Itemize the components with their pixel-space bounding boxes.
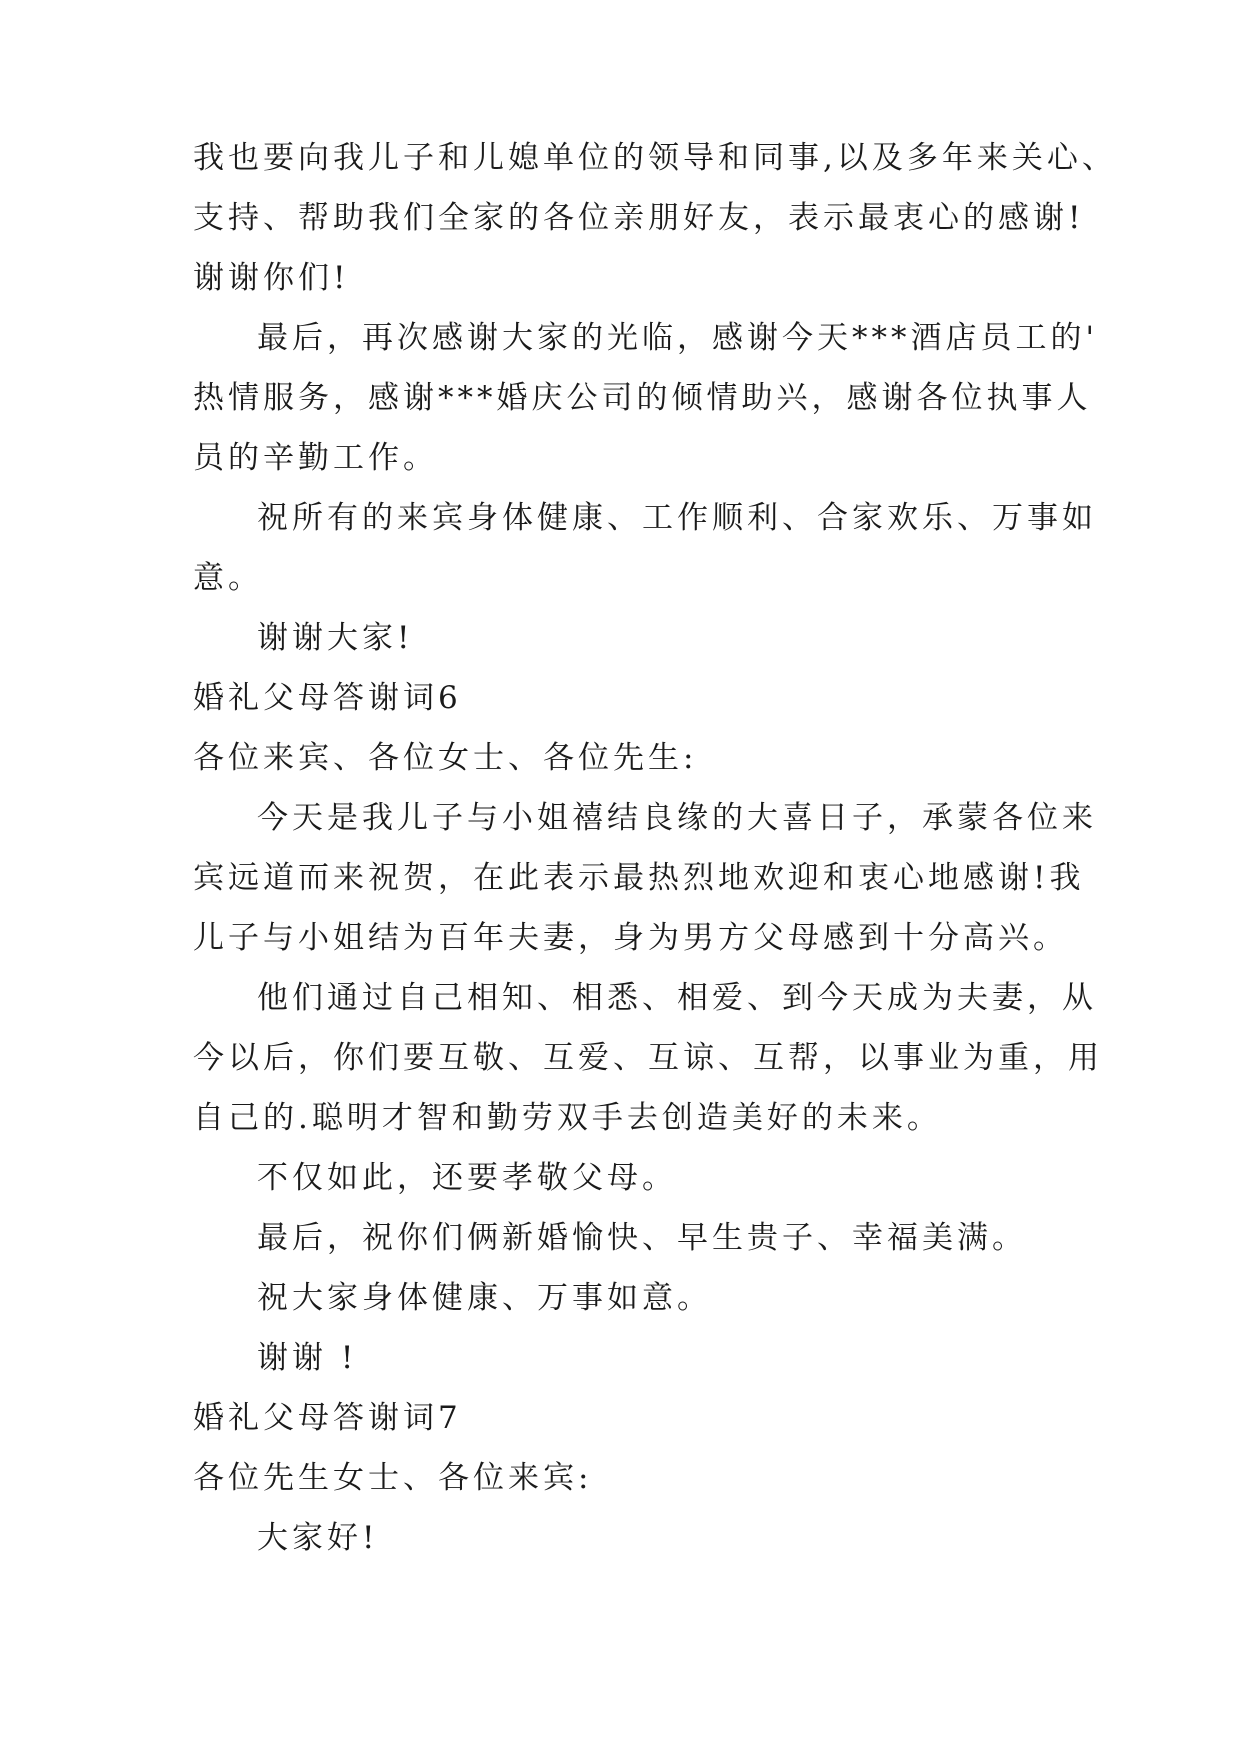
section-heading: 婚礼父母答谢词6 xyxy=(193,680,462,716)
text-line: 谢谢大家! xyxy=(257,620,414,656)
text-line: 儿子与小姐结为百年夫妻，身为男方父母感到十分高兴。 xyxy=(193,920,1068,956)
text-line: 意。 xyxy=(193,560,263,596)
text-line: 祝所有的来宾身体健康、工作顺利、合家欢乐、万事如 xyxy=(257,500,1097,536)
section-heading: 婚礼父母答谢词7 xyxy=(193,1400,462,1436)
text-line: 大家好! xyxy=(257,1520,379,1556)
text-line: 我也要向我儿子和儿媳单位的领导和同事,以及多年来关心、 xyxy=(193,140,1117,176)
text-line: 支持、帮助我们全家的各位亲朋好友，表示最衷心的感谢! xyxy=(193,200,1085,236)
salutation: 各位来宾、各位女士、各位先生: xyxy=(193,740,698,776)
text-line: 祝大家身体健康、万事如意。 xyxy=(257,1280,712,1316)
text-line: 员的辛勤工作。 xyxy=(193,440,438,476)
text-line: 热情服务，感谢***婚庆公司的倾情助兴，感谢各位执事人 xyxy=(193,380,1092,416)
salutation: 各位先生女士、各位来宾: xyxy=(193,1460,593,1496)
text-line: 谢谢 ! xyxy=(257,1340,358,1376)
text-line: 最后，再次感谢大家的光临，感谢今天***酒店员工的' xyxy=(257,320,1099,356)
text-line: 宾远道而来祝贺，在此表示最热烈地欢迎和衷心地感谢!我 xyxy=(193,860,1085,896)
text-line: 最后，祝你们俩新婚愉快、早生贵子、幸福美满。 xyxy=(257,1220,1027,1256)
text-line: 今以后，你们要互敬、互爱、互谅、互帮，以事业为重，用 xyxy=(193,1040,1103,1076)
text-line: 谢谢你们! xyxy=(193,260,350,296)
text-line: 不仅如此，还要孝敬父母。 xyxy=(257,1160,677,1196)
text-line: 他们通过自己相知、相悉、相爱、到今天成为夫妻，从 xyxy=(257,980,1097,1016)
text-line: 自己的.聪明才智和勤劳双手去创造美好的未来。 xyxy=(193,1100,942,1136)
text-line: 今天是我儿子与小姐禧结良缘的大喜日子，承蒙各位来 xyxy=(257,800,1097,836)
